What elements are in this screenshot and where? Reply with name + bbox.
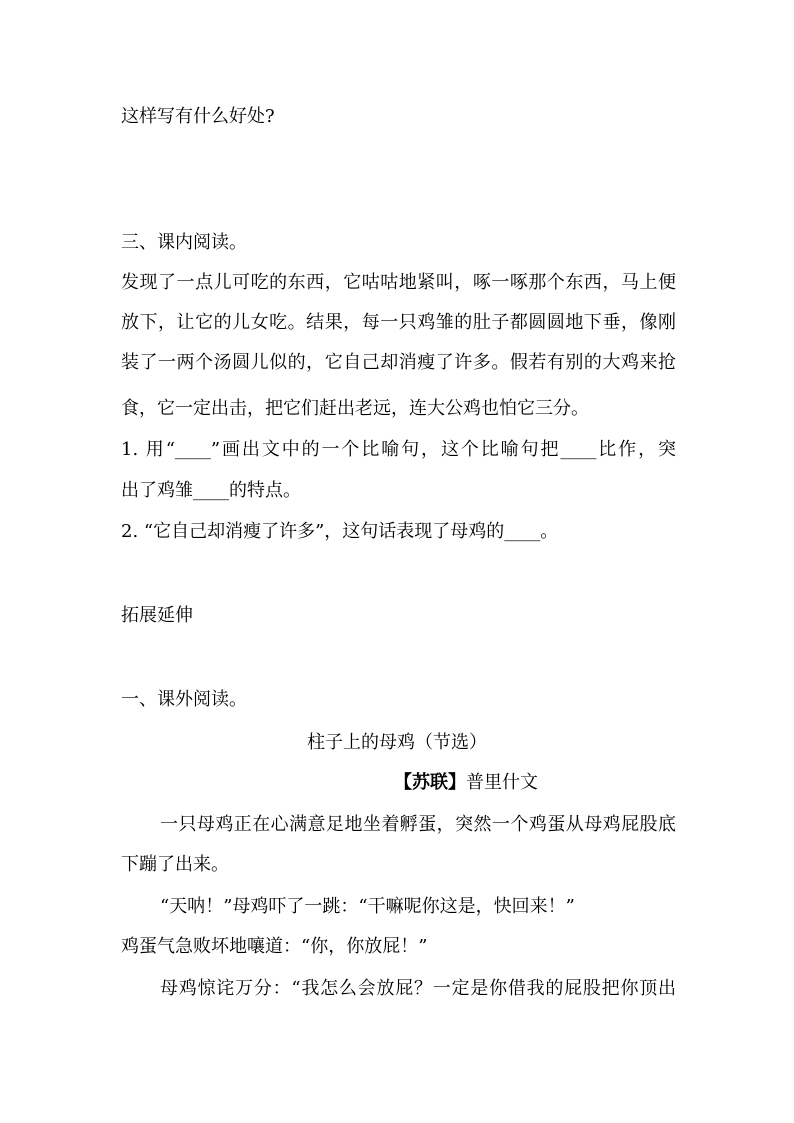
story-paragraph-3: 鸡蛋气急败坏地嚷道：“你，你放屁！” <box>121 936 428 957</box>
passage-line-4: 食，它一定出击，把它们赶出老远，连大公鸡也怕它三分。 <box>121 398 589 419</box>
author-name: 普里什文 <box>466 772 538 793</box>
story-paragraph-4: 母鸡惊诧万分：“我怎么会放屁？一定是你借我的屁股把你顶出 <box>160 978 676 999</box>
question-1-line-2: 出了鸡雏____的特点。 <box>121 480 301 501</box>
passage-line-3: 装了一两个汤圆儿似的，它自己却消瘦了许多。假若有别的大鸡来抢 <box>121 352 676 373</box>
story-paragraph-1-line-2: 下蹦了出来。 <box>121 854 229 875</box>
section-3-heading: 三、课内阅读。 <box>121 232 247 253</box>
passage-line-1: 发现了一点儿可吃的东西，它咕咕地紧叫，啄一啄那个东西，马上便 <box>121 272 676 293</box>
author-country: 【苏联】 <box>394 772 466 793</box>
story-author <box>394 772 538 794</box>
extension-heading: 拓展延伸 <box>121 605 193 626</box>
story-title: 柱子上的母鸡（节选） <box>307 732 487 753</box>
question-1-line-1: 1. 用“____”画出文中的一个比喻句，这个比喻句把____比作，突 <box>121 439 676 460</box>
question-2: 2. “它自己却消瘦了许多”，这句话表现了母鸡的____。 <box>121 521 559 542</box>
question-end-text: 这样写有什么好处? <box>121 106 275 127</box>
story-paragraph-1-line-1: 一只母鸡正在心满意足地坐着孵蛋，突然一个鸡蛋从母鸡屁股底 <box>160 814 676 835</box>
passage-line-2: 放下，让它的儿女吃。结果，每一只鸡雏的肚子都圆圆地下垂，像刚 <box>121 312 676 333</box>
story-paragraph-2: “天呐！”母鸡吓了一跳：“干嘛呢你这是，快回来！” <box>160 896 575 917</box>
reading-heading: 一、课外阅读。 <box>121 689 247 710</box>
